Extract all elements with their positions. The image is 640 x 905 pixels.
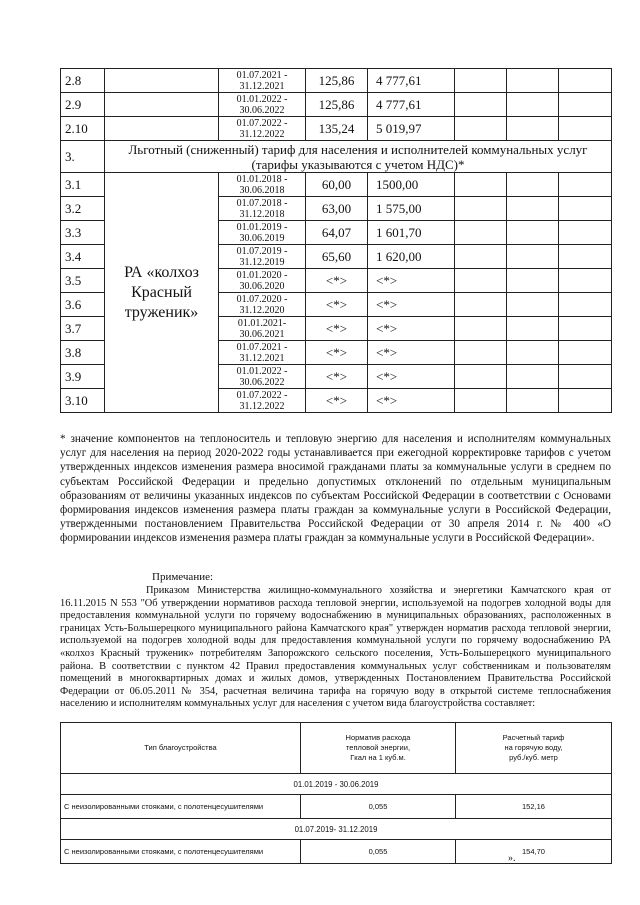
period-cell: 01.07.2019 - 31.12.2019	[219, 245, 306, 269]
heat-carrier-value: <*>	[306, 317, 368, 341]
tariff-value: 152,16	[456, 795, 612, 819]
row-number: 3.5	[61, 269, 105, 293]
closing-quote-mark: ».	[508, 853, 516, 864]
period-cell: 01.01.2020 - 30.06.2020	[219, 269, 306, 293]
heat-energy-value: 5 019,97	[368, 117, 455, 141]
heat-energy-value: <*>	[368, 293, 455, 317]
row-number: 3.4	[61, 245, 105, 269]
footnote-text: * значение компонентов на теплоноситель и тепловую энергию для населения и исполнителям коммунальных услуг для населения на период 2020-2022 годы устанавливается при ежегодной корректировке тарифов с учетом утвержденных индексов изменения размера вносимой гражданами платы за коммунальные услуги в среднем по субъектам Российской Федерации и предельно допустимых отклонений по отдельным муниципальным образованиям от величины указанных индексов по субъектам Российской Федерации в соответствии с Основами формирования индексов изменения размера платы граждан за коммунальные услуги в Российской Федерации, утвержденными постановлением Правительства Российской Федерации от 30 апреля 2014 г. № 400 «О формировании индексов изменения размера платы граждан за коммунальные услуги в Российской Федерации».	[60, 433, 611, 545]
heat-carrier-value: 135,24	[306, 117, 368, 141]
heat-energy-value: <*>	[368, 269, 455, 293]
row-number: 3.6	[61, 293, 105, 317]
improvement-type: С неизолированными стояками, с полотенцесушителями	[61, 840, 301, 864]
period-cell: 01.07.2021 - 31.12.2021	[219, 341, 306, 365]
table-row	[61, 117, 612, 141]
row-number: 3.8	[61, 341, 105, 365]
period-cell: 01.07.2021 - 31.12.2021	[219, 69, 306, 93]
period-row	[61, 819, 612, 840]
table-row	[61, 69, 612, 93]
period-label: 01.01.2019 - 30.06.2019	[61, 774, 612, 795]
organization-cell	[105, 93, 219, 117]
table-row	[61, 840, 612, 864]
table-row	[61, 173, 612, 197]
heat-energy-value: 1 620,00	[368, 245, 455, 269]
period-cell: 01.01.2022 - 30.06.2022	[219, 365, 306, 389]
period-cell: 01.07.2022 - 31.12.2022	[219, 389, 306, 413]
heat-energy-value: <*>	[368, 389, 455, 413]
note-heading: Примечание:	[152, 571, 214, 583]
heat-carrier-value: <*>	[306, 269, 368, 293]
table-row	[61, 93, 612, 117]
organization-cell	[105, 117, 219, 141]
tariff-table	[60, 68, 612, 413]
heat-carrier-value: <*>	[306, 365, 368, 389]
heat-energy-value: <*>	[368, 341, 455, 365]
period-label: 01.07.2019- 31.12.2019	[61, 819, 612, 840]
period-cell: 01.07.2022 - 31.12.2022	[219, 117, 306, 141]
row-number: 2.9	[61, 93, 105, 117]
improvement-type: С неизолированными стояками, с полотенцесушителями	[61, 795, 301, 819]
column-header-tariff: Расчетный тариф на горячую воду, руб./куб. метр	[456, 723, 612, 774]
section-number: 3.	[61, 141, 105, 173]
period-cell: 01.01.2021- 30.06.2021	[219, 317, 306, 341]
norm-value: 0,055	[301, 795, 456, 819]
note-body: Приказом Министерства жилищно-коммунального хозяйства и энергетики Камчатского края от 16.11.2015 N 553 "Об утверждении нормативов расхода тепловой энергии, используемой на подогрев холодной воды для предоставления коммунальной услуги по горячему водоснабжению в муниципальных образованиях, расположенных в границах Усть-Большерецкого муниципального района Камчатского края" утвержден норматив расхода тепловой энергии, используемой на подогрев холодной воды для предоставления коммунальной услуги по горячему водоснабжению РА «колхоз Красный труженик» потребителям Запорожского сельского поселения, Усть-Большерецкого муниципального района. В соответствии с пунктом 42 Правил предоставления коммунальных услуг собственникам и пользователям помещений в многоквартирных домах и жилых домов, утвержденных Постановлением Правительства Российской Федерации от 06.05.2011 № 354, расчетная величина тарифа на горячую воду в открытой системе теплоснабжения населению и исполнителям коммунальных услуг для населения с учетом вида благоустройства составляет:	[60, 585, 611, 710]
heat-energy-value: 4 777,61	[368, 93, 455, 117]
heat-energy-value: <*>	[368, 317, 455, 341]
heat-energy-value: <*>	[368, 365, 455, 389]
heat-carrier-value: 60,00	[306, 173, 368, 197]
hot-water-tariff-table	[60, 722, 612, 864]
heat-energy-value: 4 777,61	[368, 69, 455, 93]
heat-carrier-value: 125,86	[306, 69, 368, 93]
section-title: Льготный (сниженный) тариф для населения и исполнителей коммунальных услуг (тарифы указываются с учетом НДС)*	[105, 141, 612, 173]
heat-carrier-value: <*>	[306, 341, 368, 365]
row-number: 3.2	[61, 197, 105, 221]
heat-carrier-value: 64,07	[306, 221, 368, 245]
section-header-row	[61, 141, 612, 173]
heat-carrier-value: <*>	[306, 293, 368, 317]
period-cell: 01.07.2018 - 31.12.2018	[219, 197, 306, 221]
table-row	[61, 795, 612, 819]
column-header-type: Тип благоустройства	[61, 723, 301, 774]
header-row	[61, 723, 612, 774]
heat-energy-value: 1 575,00	[368, 197, 455, 221]
row-number: 2.10	[61, 117, 105, 141]
row-number: 3.9	[61, 365, 105, 389]
organization-name: РА «колхоз Красный труженик»	[105, 173, 219, 413]
organization-cell	[105, 69, 219, 93]
period-cell: 01.01.2022 - 30.06.2022	[219, 93, 306, 117]
period-row	[61, 774, 612, 795]
row-number: 3.7	[61, 317, 105, 341]
tariff-value: 154,70	[456, 840, 612, 864]
row-number: 2.8	[61, 69, 105, 93]
row-number: 3.3	[61, 221, 105, 245]
footnote	[60, 432, 611, 546]
heat-carrier-value: 65,60	[306, 245, 368, 269]
heat-carrier-value: 125,86	[306, 93, 368, 117]
heat-energy-value: 1 601,70	[368, 221, 455, 245]
row-number: 3.1	[61, 173, 105, 197]
period-cell: 01.07.2020 - 31.12.2020	[219, 293, 306, 317]
row-number: 3.10	[61, 389, 105, 413]
norm-value: 0,055	[301, 840, 456, 864]
heat-energy-value: 1500,00	[368, 173, 455, 197]
period-cell: 01.01.2018 - 30.06.2018	[219, 173, 306, 197]
heat-carrier-value: 63,00	[306, 197, 368, 221]
column-header-norm: Норматив расхода тепловой энергии, Гкал на 1 куб.м.	[301, 723, 456, 774]
period-cell: 01.01.2019 - 30.06.2019	[219, 221, 306, 245]
heat-carrier-value: <*>	[306, 389, 368, 413]
